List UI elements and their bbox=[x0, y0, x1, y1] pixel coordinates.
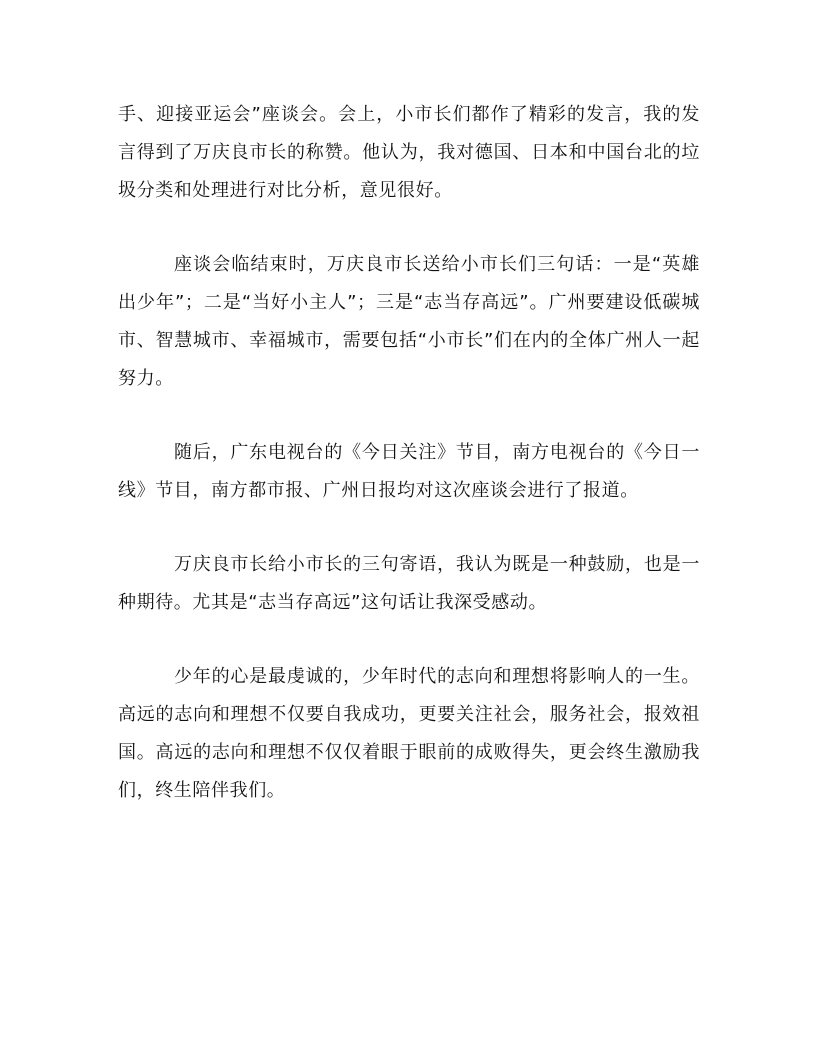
paragraph-2: 座谈会临结束时，万庆良市长送给小市长们三句话：一是“英雄出少年”；二是“当好小主人”；三是“志当存高远”。广州要建设低碳城市、智慧城市、幸福城市，需要包括“小市长”们在内的全体广州人一起努力。 bbox=[118, 254, 700, 389]
document-page bbox=[118, 96, 700, 810]
paragraph-1: 手、迎接亚运会”座谈会。会上，小市长们都作了精彩的发言，我的发言得到了万庆良市长的称赞。他认为，我对德国、日本和中国台北的垃圾分类和处理进行对比分析，意见很好。 bbox=[118, 104, 700, 201]
paragraph-5: 少年的心是最虔诚的，少年时代的志向和理想将影响人的一生。高远的志向和理想不仅要自我成功，更要关注社会，服务社会，报效祖国。高远的志向和理想不仅仅着眼于眼前的成败得失，更会终生激励我们，终生陪伴我们。 bbox=[118, 666, 700, 801]
paragraph-3: 随后，广东电视台的《今日关注》节目，南方电视台的《今日一线》节目，南方都市报、广州日报均对这次座谈会进行了报道。 bbox=[118, 442, 700, 501]
paragraph-4: 万庆良市长给小市长的三句寄语，我认为既是一种鼓励，也是一种期待。尤其是“志当存高远”这句话让我深受感动。 bbox=[118, 554, 700, 613]
